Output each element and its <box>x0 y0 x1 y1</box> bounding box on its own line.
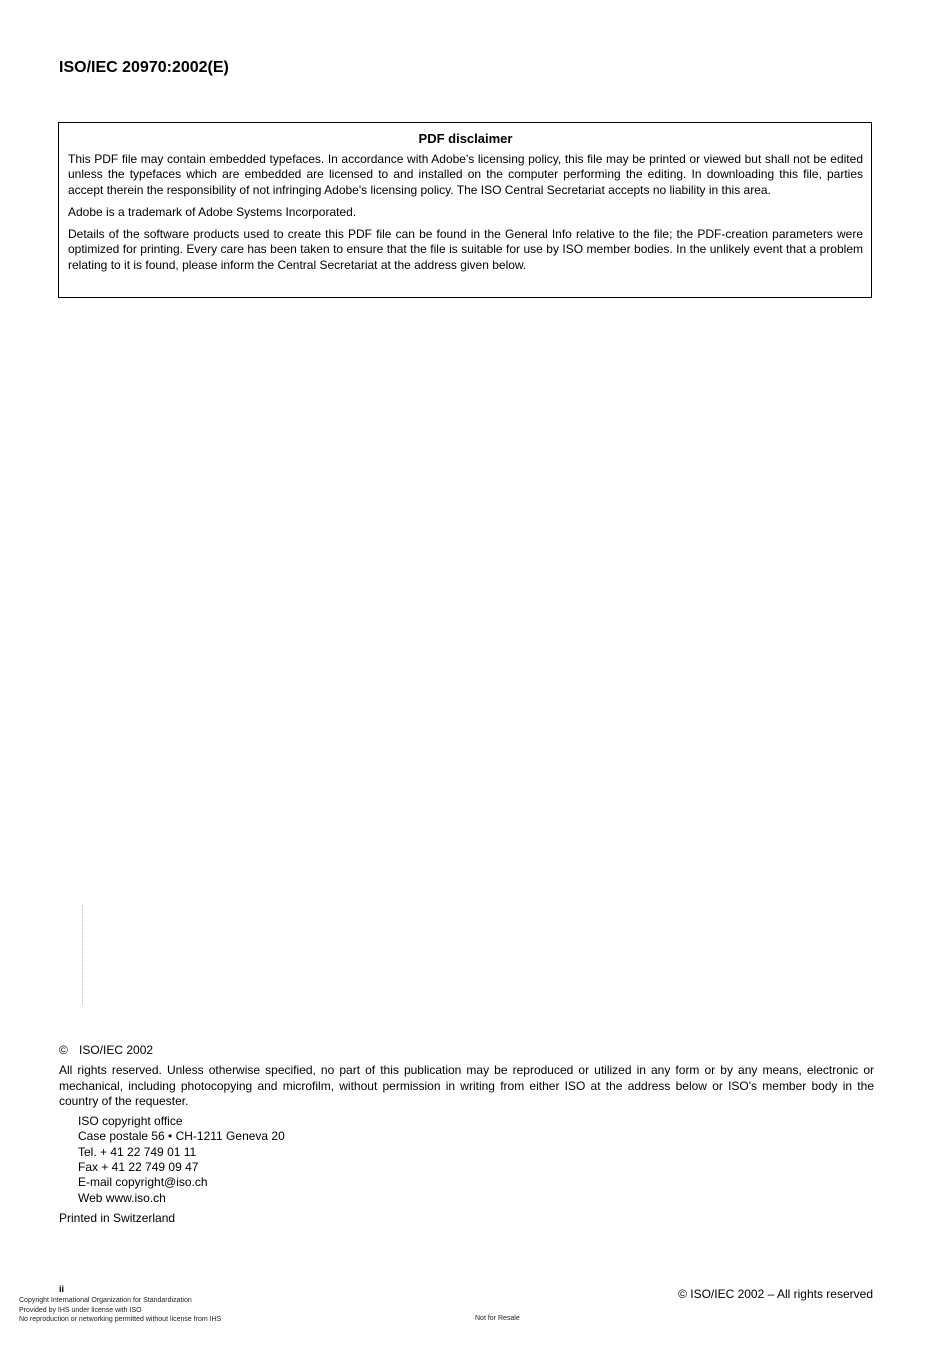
copyright-line <box>59 1043 874 1058</box>
copyright-symbol: © <box>59 1043 68 1057</box>
copyright-block <box>59 1043 874 1226</box>
pdf-disclaimer-box <box>58 122 872 298</box>
address-tel: Tel. + 41 22 749 01 11 <box>78 1144 197 1159</box>
address-fax: Fax + 41 22 749 09 47 <box>78 1160 199 1175</box>
margin-marks <box>82 905 87 1005</box>
page-number: ii <box>59 1284 65 1294</box>
disclaimer-paragraph-typefaces: This PDF file may contain embedded typefaces. In accordance with Adobe's licensing policy, this file may be printed or viewed but shall not be edited unless the typefaces which are embedded are licensed to and installed on the computer performing the editing. In downloading this file, parties accept therein the responsibility of not infringing Adobe's licensing policy. The ISO Central Secretariat accepts no liability in this area. <box>68 152 863 197</box>
license-line-provided: Provided by IHS under license with ISO <box>19 1306 142 1314</box>
disclaimer-paragraph-trademark: Adobe is a trademark of Adobe Systems Incorporated. <box>68 204 357 219</box>
copyright-holder: ISO/IEC 2002 <box>79 1043 154 1057</box>
footer-rights-reserved: © ISO/IEC 2002 – All rights reserved <box>678 1287 873 1301</box>
printed-in: Printed in Switzerland <box>59 1210 176 1225</box>
address-office: ISO copyright office <box>78 1114 183 1129</box>
license-line-no-reproduction: No reproduction or networking permitted without license from IHS <box>19 1316 222 1323</box>
disclaimer-paragraph-details: Details of the software products used to create this PDF file can be found in the General Info relative to the file; the PDF-creation parameters were optimized for printing. Every care has been taken to ensure that the file is suitable for use by ISO member bodies. In the unlikely event that a problem relating to it is found, please inform the Central Secretariat at the address given below. <box>68 227 863 272</box>
document-id: ISO/IEC 20970:2002(E) <box>59 59 229 76</box>
license-notice <box>19 1296 221 1325</box>
license-line-copyright: Copyright International Organization for Standardization <box>19 1297 192 1304</box>
address-postal: Case postale 56 • CH-1211 Geneva 20 <box>78 1129 285 1144</box>
address-email: E-mail copyright@iso.ch <box>78 1175 208 1190</box>
address-web: Web www.iso.ch <box>78 1190 166 1205</box>
not-for-resale: Not for Resale <box>475 1315 520 1322</box>
disclaimer-title: PDF disclaimer <box>418 131 513 146</box>
rights-statement: All rights reserved. Unless otherwise specified, no part of this publication may be reproduced or utilized in any form or by any means, electronic or mechanical, including photocopying and microfilm, without permission in writing from either ISO at the address below or ISO's member body in the country of the requester. <box>59 1063 874 1108</box>
iso-address <box>78 1114 874 1206</box>
